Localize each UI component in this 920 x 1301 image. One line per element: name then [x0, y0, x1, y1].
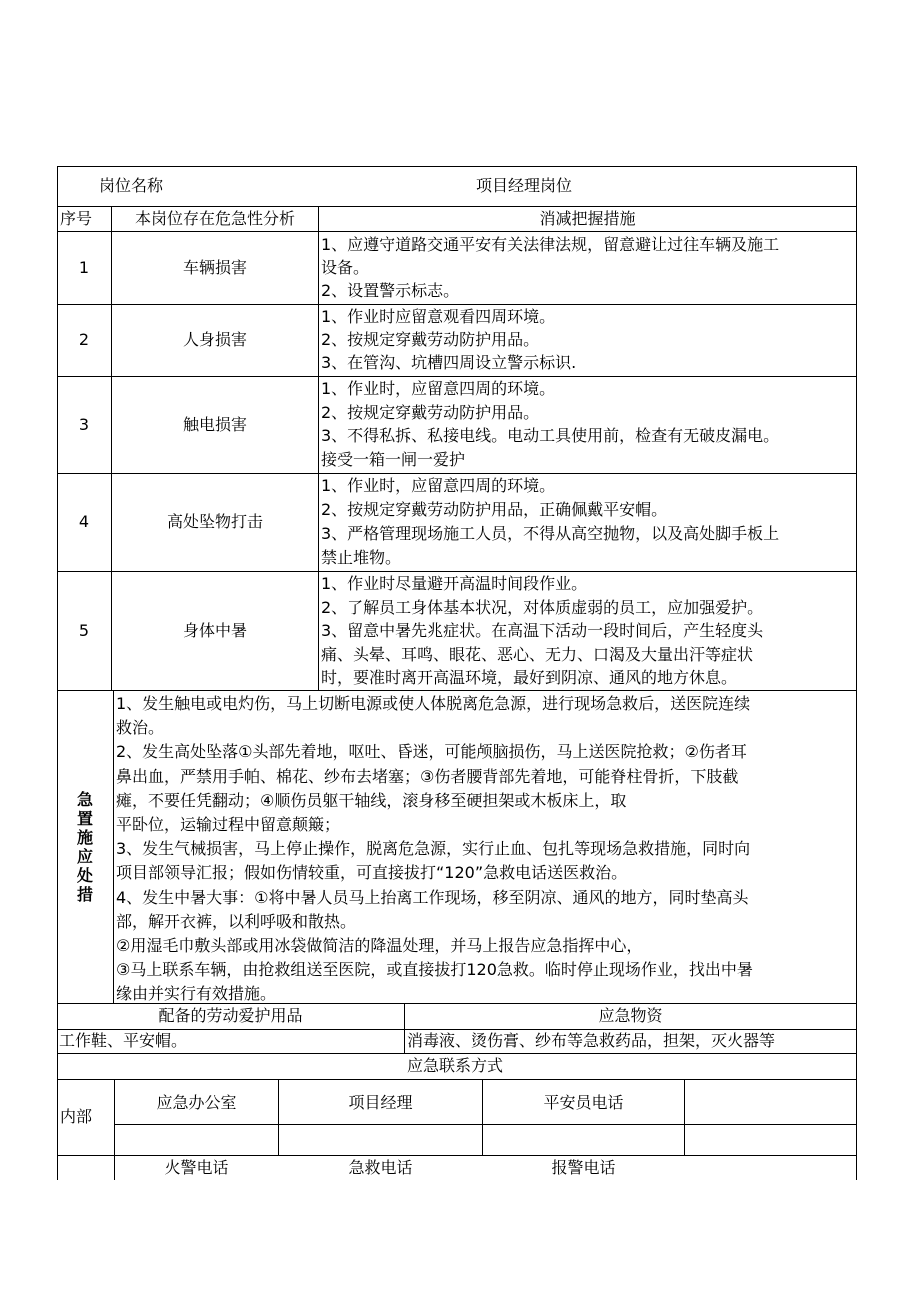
- measure-line: 2、按规定穿戴劳动防护用品。: [321, 402, 540, 422]
- supplies-value: 消毒液、烫伤膏、纱布等急救药品，担架，灭火器等: [407, 1031, 776, 1050]
- row-2-measures: [321, 305, 856, 375]
- emergency-line: 部，解开衣裤，以利呼吸和散热。: [116, 911, 357, 931]
- emergency-measures: [116, 692, 856, 1003]
- measure-line: 2、了解员工身体基本状况，对体质虚弱的员工，应加强爱护。: [321, 597, 764, 617]
- measure-line: 3、留意中暑先兆症状。在高温下活动一段时间后，产生轻度头: [321, 621, 764, 640]
- emergency-line: ③马上联系车辆，由抢救组送至医院，或直接拔打120急救。临时停止现场作业，找出中暑: [116, 960, 753, 980]
- measure-line: 1、作业时，应留意四周的环境。: [321, 379, 556, 398]
- emergency-line: 4、发生中暑大事：①将中暑人员马上抬离工作现场，移至阴凉、通风的地方，同时垫高头: [116, 887, 749, 907]
- row-5-no: 5: [78, 621, 90, 640]
- row-1-measures: [321, 233, 856, 303]
- emergency-line: 瘫，不要任凭翻动；④顺伤员躯干轴线，滚身移至硬担架或木板床上，取: [116, 790, 627, 810]
- measure-line: 痛、头晕、耳鸣、眼花、恶心、无力、口渴及大量出汗等症状: [321, 644, 754, 664]
- measure-line: 接受一箱一闸一爱护: [321, 449, 466, 469]
- emergency-line: 鼻出血，严禁用手帕、棉花、纱布去堵塞；③伤者腰背部先着地，可能脊柱骨折，下肢截: [116, 766, 739, 786]
- column-header-hazard: 本岗位存在危急性分析: [134, 209, 295, 228]
- emergency-line: 缘由并实行有效措施。: [116, 984, 277, 1003]
- ppe-value: 工作鞋、平安帽。: [59, 1031, 188, 1050]
- measure-line: 设备。: [321, 258, 370, 277]
- row-2-hazard: 人身损害: [182, 330, 247, 349]
- measure-line: 1、作业时应留意观看四周环境。: [321, 307, 556, 326]
- contact-header-police: 报警电话: [551, 1158, 616, 1177]
- contact-header-fire: 火警电话: [164, 1158, 229, 1177]
- measure-line: 2、按规定穿戴劳动防护用品，正确佩戴平安帽。: [321, 500, 668, 519]
- emergency-line: ②用湿毛巾敷头部或用冰袋做简洁的降温处理，并马上报告应急指挥中心，: [116, 936, 643, 956]
- measure-line: 3、在管沟、坑槽四周设立警示标识.: [321, 353, 577, 372]
- contact-header-safety-officer: 平安员电话: [543, 1093, 624, 1112]
- emergency-line: 3、发生气械损害，马上停止操作，脱离危急源，实行止血、包扎等现场急救措施，同时向: [116, 839, 751, 859]
- row-3-no: 3: [78, 415, 90, 434]
- measure-line: 3、严格管理现场施工人员，不得从高空抛物，以及高处脚手板上: [321, 524, 780, 543]
- measure-line: 1、应遵守道路交通平安有关法律法规，留意避让过往车辆及施工: [321, 235, 780, 254]
- measure-line: 1、作业时，应留意四周的环境。: [321, 476, 556, 495]
- contact-header-emergency-office: 应急办公室: [156, 1093, 237, 1112]
- column-header-no: 序号: [60, 209, 93, 228]
- internal-label: 内部: [60, 1107, 93, 1126]
- emergency-label: 急 置 施 应 处 措: [76, 790, 93, 904]
- measure-line: 时，要准时离开高温环境，最好到阴凉、通风的地方休息。: [321, 668, 738, 687]
- contact-header-project-manager: 项目经理: [348, 1093, 413, 1112]
- emergency-line: 2、发生高处坠落①头部先着地，呕吐、昏迷，可能颅脑损伤，马上送医院抢救；②伤者耳: [116, 742, 747, 762]
- emergency-line: 1、发生触电或电灼伤，马上切断电源或使人体脱离危急源，进行现场急救后，送医院连续: [116, 694, 751, 713]
- measure-line: 3、不得私拆、私接电线。电动工具使用前，检查有无破皮漏电。: [321, 426, 780, 445]
- contacts-title: 应急联系方式: [407, 1056, 504, 1075]
- row-4-hazard: 高处坠物打击: [166, 512, 263, 531]
- row-1-hazard: 车辆损害: [182, 258, 247, 277]
- row-5-measures: [321, 572, 856, 690]
- row-4-no: 4: [78, 512, 90, 531]
- row-3-hazard: 触电损害: [182, 415, 247, 434]
- measure-line: 1、作业时尽量避开高温时间段作业。: [321, 574, 588, 593]
- measure-line: 2、设置警示标志。: [321, 281, 460, 300]
- row-1-no: 1: [78, 258, 90, 277]
- emergency-line: 平卧位，运输过程中留意颠簸；: [116, 815, 341, 835]
- contact-header-ambulance: 急救电话: [348, 1158, 413, 1177]
- post-name-value: 项目经理岗位: [476, 176, 573, 195]
- row-3-measures: [321, 377, 856, 472]
- emergency-line: 救治。: [116, 718, 165, 738]
- measure-line: 2、按规定穿戴劳动防护用品。: [321, 330, 540, 349]
- emergency-line: 项目部领导汇报；假如伤情较重，可直接拔打“120”急救电话送医救治。: [116, 863, 628, 883]
- ppe-label: 配备的劳动爱护用品: [158, 1006, 303, 1025]
- row-5-hazard: 身体中暑: [182, 621, 247, 640]
- measure-line: 禁止堆物。: [321, 548, 402, 567]
- column-header-measures: 消减把握措施: [539, 209, 636, 228]
- row-2-no: 2: [78, 330, 90, 349]
- post-name-label: 岗位名称: [99, 176, 164, 195]
- supplies-label: 应急物资: [598, 1006, 663, 1025]
- row-4-measures: [321, 474, 856, 570]
